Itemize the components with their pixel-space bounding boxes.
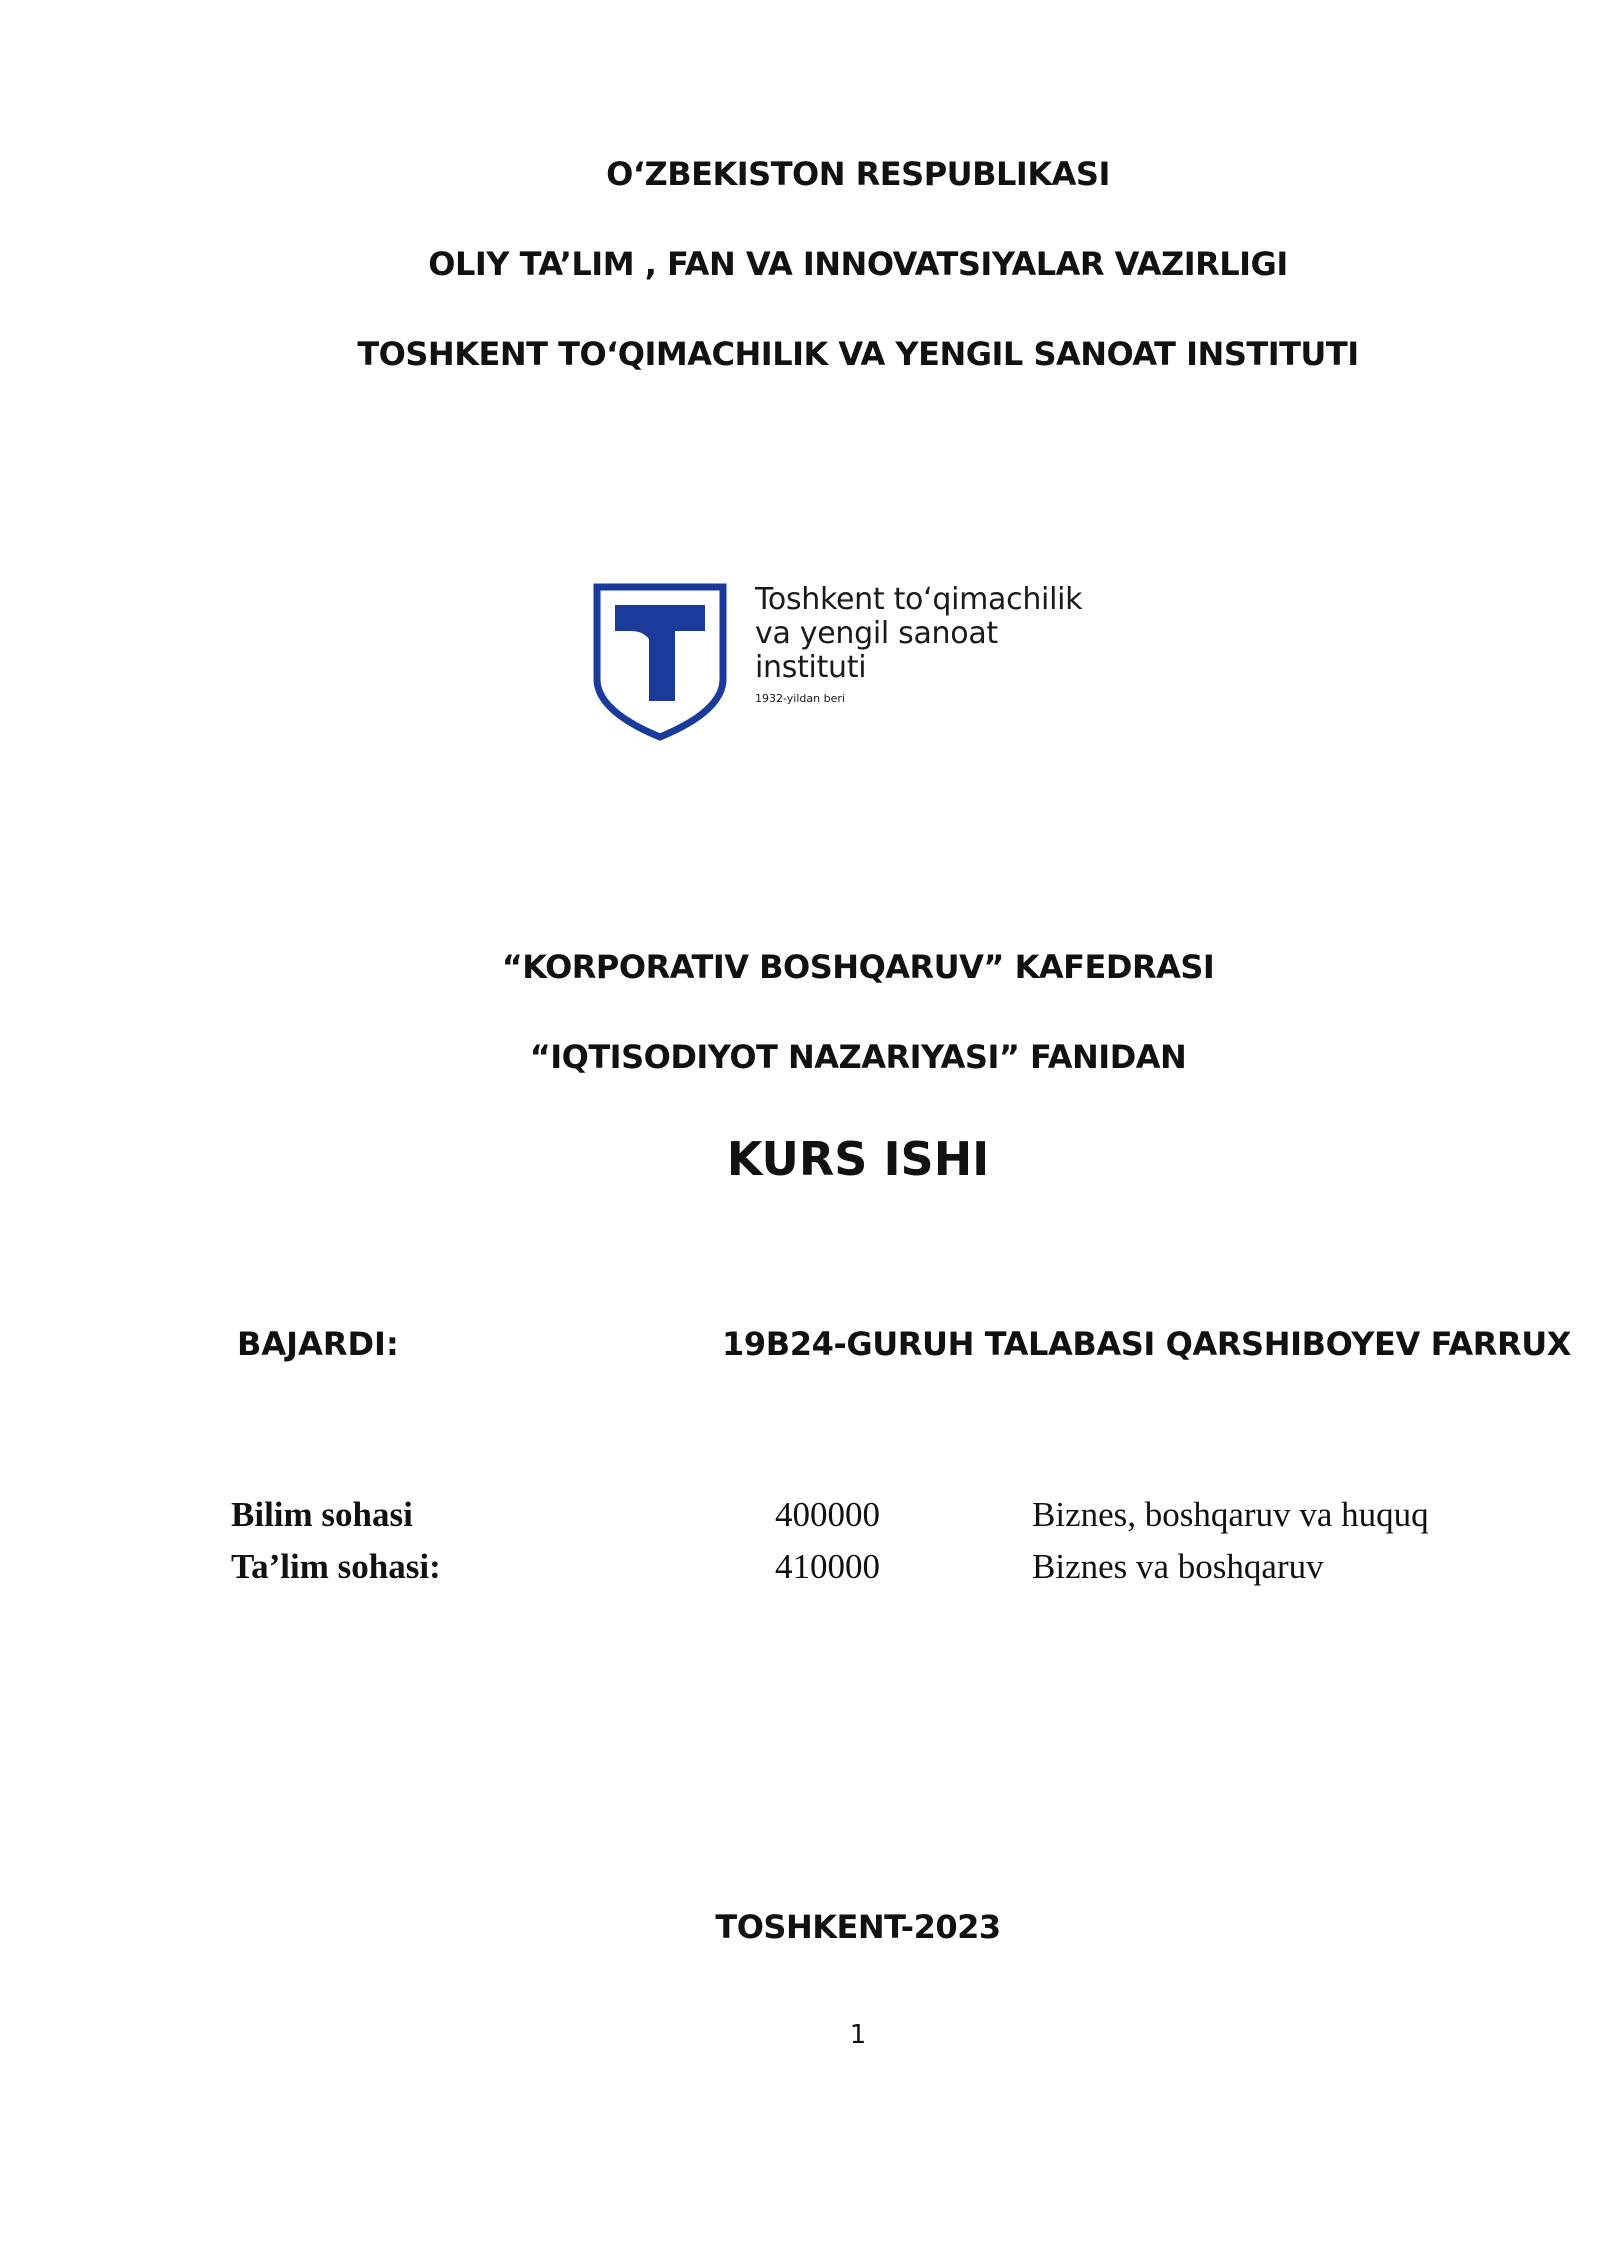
subject-heading: “IQTISODIYOT NAZARIYASI” FANIDAN bbox=[529, 1038, 1187, 1076]
field-code: 400000 bbox=[775, 1495, 880, 1534]
field-name: Biznes va boshqaruv bbox=[1032, 1547, 1324, 1586]
city-year: TOSHKENT-2023 bbox=[715, 1908, 1001, 1946]
field-code: 410000 bbox=[775, 1547, 880, 1586]
document-title: KURS ISHI bbox=[726, 1132, 990, 1186]
ministry-heading: OLIY TA’LIM , FAN VA INNOVATSIYALAR VAZIRLIGI bbox=[428, 245, 1288, 283]
institute-heading: TOSHKENT TO‘QIMACHILIK VA YENGIL SANOAT INSTITUTI bbox=[357, 335, 1359, 373]
logo-line-2: va yengil sanoat bbox=[755, 616, 998, 651]
field-row bbox=[0, 1495, 1600, 1541]
country-heading: O‘ZBEKISTON RESPUBLIKASI bbox=[606, 155, 1110, 193]
department-heading: “KORPORATIV BOSHQARUV” KAFEDRASI bbox=[501, 948, 1215, 986]
field-row bbox=[0, 1547, 1600, 1593]
field-label: Ta’lim sohasi: bbox=[231, 1547, 441, 1586]
field-name: Biznes, boshqaruv va huquq bbox=[1032, 1495, 1429, 1534]
performer-label: BAJARDI: bbox=[237, 1325, 399, 1363]
institute-logo bbox=[593, 583, 1133, 743]
performer-value: 19B24-GURUH TALABASI QARSHIBOYEV FARRUX bbox=[722, 1325, 1572, 1363]
logo-since: 1932-yildan beri bbox=[755, 692, 845, 705]
page-number: 1 bbox=[849, 2020, 867, 2050]
shield-t-icon bbox=[593, 583, 727, 741]
logo-wordmark bbox=[755, 583, 1082, 707]
logo-line-1: Toshkent to‘qimachilik bbox=[755, 582, 1083, 617]
field-label: Bilim sohasi bbox=[231, 1495, 413, 1534]
logo-line-3: instituti bbox=[755, 650, 867, 685]
